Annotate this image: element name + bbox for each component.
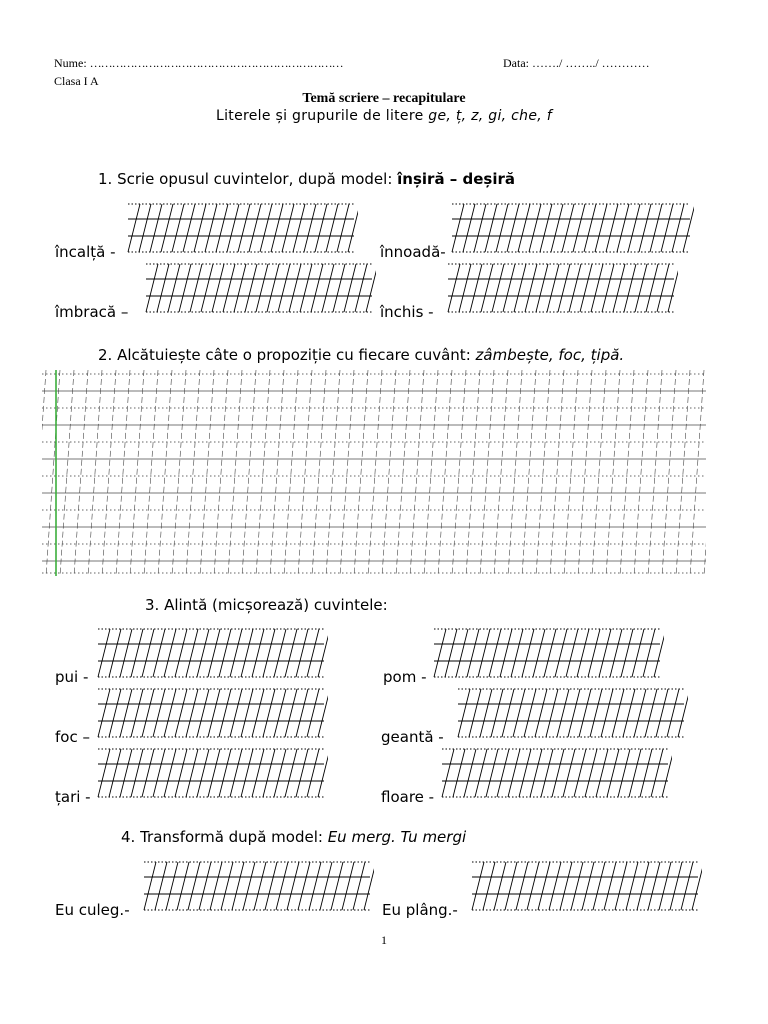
page-subtitle: Literele și grupurile de litere ge, ț, z, gi, che, f xyxy=(216,108,552,124)
date-blank[interactable]: ……./ ……../ ………… xyxy=(532,56,650,70)
word-incalta: încalță - xyxy=(55,243,116,261)
word-floare: floare - xyxy=(381,788,435,806)
date-label: Data: ……./ ……../ ………… xyxy=(503,56,650,70)
task3-prompt: 3. Alintă (micșorează) cuvintele: xyxy=(145,596,388,614)
task4-prompt: 4. Transformă după model: Eu merg. Tu mergi xyxy=(121,828,467,846)
word-tari: țari - xyxy=(55,788,91,806)
name-label: Nume: …………………………………………………………… xyxy=(54,56,343,70)
page-number: 1 xyxy=(381,933,387,947)
word-imbraca: îmbracă – xyxy=(55,303,129,321)
task2-prompt: 2. Alcătuiește câte o propoziție cu fiecare cuvânt: zâmbește, foc, țipă. xyxy=(98,346,625,364)
word-inchis: închis - xyxy=(380,303,434,321)
word-eu-culeg: Eu culeg.- xyxy=(55,901,130,919)
word-eu-plang: Eu plâng.- xyxy=(382,901,458,919)
word-foc: foc – xyxy=(55,728,90,746)
word-pom: pom - xyxy=(383,668,427,686)
ruled-paper xyxy=(42,370,706,576)
word-innoada: înnoadă- xyxy=(380,243,446,261)
word-geanta: geantă - xyxy=(381,728,444,746)
class-label: Clasa I A xyxy=(54,74,99,88)
name-blank[interactable]: …………………………………………………………… xyxy=(89,56,343,70)
word-pui: pui - xyxy=(55,668,89,686)
writing-area-sentences[interactable] xyxy=(42,370,706,576)
task1-prompt: 1. Scrie opusul cuvintelor, după model: înșiră – deșiră xyxy=(98,170,516,188)
page-title: Temă scriere – recapitulare xyxy=(302,91,466,106)
